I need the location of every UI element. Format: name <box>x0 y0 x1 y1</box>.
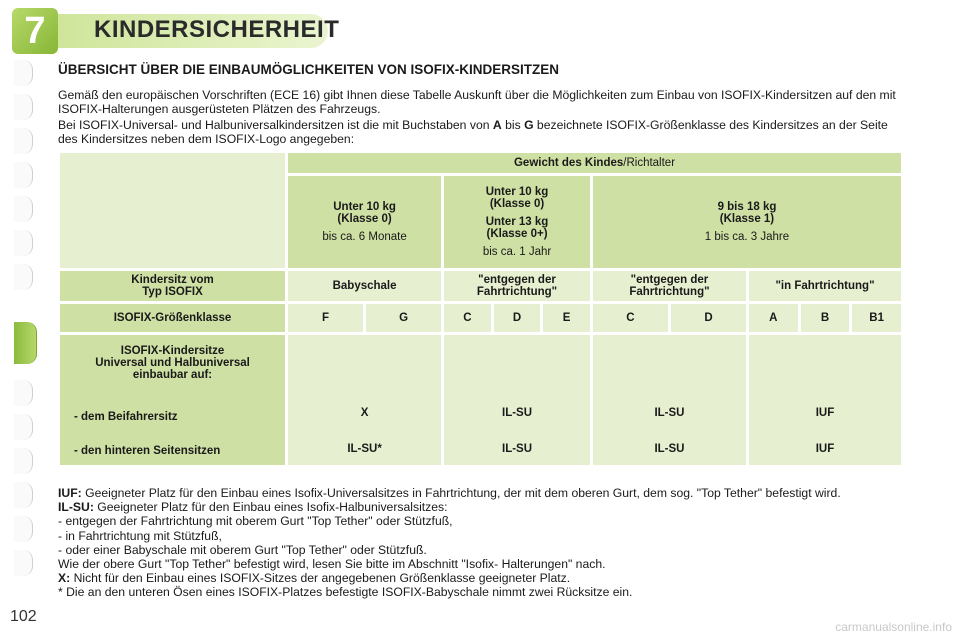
chapter-tab-active[interactable] <box>14 322 37 364</box>
type-line: "entgegen der <box>478 274 556 286</box>
weight-line: (Klasse 0) <box>489 198 545 210</box>
install-values <box>749 335 901 465</box>
para-text: Bei ISOFIX-Universal- und Halbuniversalkindersitzen ist die mit Buchstaben von <box>58 118 493 132</box>
chapter-tab[interactable] <box>14 516 33 542</box>
type-line: Fahrtrichtung" <box>476 286 558 298</box>
front-value: IUF <box>815 407 835 419</box>
intro-paragraph: Gemäß den europäischen Vorschriften (ECE 16) gibt Ihnen diese Tabelle Auskunft über die Möglichkeiten zum Einbau von ISOFIX-Kindersitzen auf den mit ISOFIX-Halterungen ausgerüsteten Plätzen des Fahrzeugs. <box>58 88 896 116</box>
weight-line: Unter 10 kg <box>485 186 549 198</box>
note-line: Wie der obere Gurt "Top Tether" befestigt wird, lesen Sie bitte im Abschnitt "Isofix- Halterungen" nach. <box>58 557 606 572</box>
label-line: einbaubar auf: <box>132 369 213 381</box>
install-values <box>593 335 746 465</box>
note-text: Geeigneter Platz für den Einbau eines Isofix-Halbuniversalsitzes: <box>93 500 448 515</box>
install-values <box>444 335 590 465</box>
weight-line: 9 bis 18 kg <box>717 201 777 213</box>
seat-type: Babyschale <box>288 271 441 301</box>
chapter-tab[interactable] <box>14 414 33 440</box>
rear-value: IL-SU <box>502 443 533 455</box>
type-line: Fahrtrichtung" <box>629 286 710 298</box>
weight-group-0 <box>288 176 441 268</box>
rear-seat-label: - den hinteren Seitensitzen <box>74 445 221 457</box>
note-text: Geeigneter Platz für den Einbau eines Isofix-Universalsitzes in Fahrtrichtung, der mit dem oberen Gurt, dem sog. "Top Tether" befestigt wird. <box>81 486 841 500</box>
size-class: G <box>366 304 441 332</box>
isofix-table <box>57 150 904 468</box>
size-class: D <box>494 304 541 332</box>
chapter-tab[interactable] <box>14 94 33 120</box>
weight-line: Unter 13 kg <box>485 216 549 228</box>
label-line: Universal und Halbuniversal <box>95 357 250 369</box>
para-bold: G <box>524 118 534 132</box>
size-class: C <box>593 304 668 332</box>
chapter-tab[interactable] <box>14 60 33 86</box>
size-class: C <box>444 304 491 332</box>
note-line: - entgegen der Fahrtrichtung mit oberem Gurt "Top Tether" oder Stützfuß, <box>58 514 453 529</box>
para-bold: A <box>492 118 502 132</box>
rear-value: IL-SU* <box>347 443 382 455</box>
type-line: "entgegen der <box>630 274 709 286</box>
seat-type <box>593 271 746 301</box>
chapter-tab[interactable] <box>14 162 33 188</box>
note-text: Nicht für den Einbau eines ISOFIX-Sitzes der angegebenen Größenklasse geeigneter Platz. <box>70 571 571 586</box>
weight-group-1 <box>593 176 901 268</box>
weight-header-bold: Gewicht des Kindes <box>513 157 624 169</box>
chapter-tab[interactable] <box>14 196 33 222</box>
note-line: - in Fahrtrichtung mit Stützfuß, <box>58 528 222 543</box>
page-title: KINDERSICHERHEIT <box>94 16 340 43</box>
weight-line: (Klasse 0) <box>337 213 392 225</box>
seat-type <box>444 271 590 301</box>
front-seat-label: - dem Beifahrersitz <box>74 411 178 423</box>
chapter-number: 7 <box>12 8 58 54</box>
note-key: X: <box>58 571 71 586</box>
weight-line: (Klasse 0+) <box>486 228 548 240</box>
chapter-tab[interactable] <box>14 482 33 508</box>
chapter-tab[interactable] <box>14 128 33 154</box>
seat-type: "in Fahrtrichtung" <box>749 271 901 301</box>
table-corner <box>60 153 285 268</box>
label-line: ISOFIX-Kindersitze <box>120 345 225 357</box>
rear-value: IUF <box>815 443 835 455</box>
para-text: bis <box>501 118 525 132</box>
seat-type-label <box>60 271 285 301</box>
chapter-tab[interactable] <box>14 448 33 474</box>
page-number: 102 <box>10 608 37 625</box>
size-class: E <box>543 304 590 332</box>
note-key: IUF: <box>58 486 82 500</box>
legend-notes <box>58 486 908 600</box>
note-line: - oder einer Babyschale mit oberem Gurt "Top Tether" oder Stützfuß. <box>58 542 427 557</box>
front-value: X <box>360 407 369 419</box>
age-line: bis ca. 1 Jahr <box>482 246 552 258</box>
chapter-tab[interactable] <box>14 264 33 290</box>
label-line: Kindersitz vom <box>131 274 214 286</box>
age-line: 1 bis ca. 3 Jahre <box>704 231 790 243</box>
section-heading: ÜBERSICHT ÜBER DIE EINBAUMÖGLICHKEITEN VON ISOFIX-KINDERSITZEN <box>58 62 560 77</box>
chapter-tab[interactable] <box>14 550 33 576</box>
weight-header <box>288 153 901 173</box>
note-x <box>58 571 908 585</box>
note-iuf <box>58 486 908 500</box>
rear-value: IL-SU <box>654 443 685 455</box>
install-values <box>288 335 441 465</box>
chapter-tab[interactable] <box>14 230 33 256</box>
age-line: bis ca. 6 Monate <box>322 231 407 243</box>
weight-line: Unter 10 kg <box>333 201 396 213</box>
label-line: Typ ISOFIX <box>142 286 203 298</box>
para-text: bezeichnete ISOFIX-Größenklasse des Kindersitzes an der Seite des Kindersitzes neben dem ISOFIX-Logo angegeben: <box>58 118 888 146</box>
note-footnote: * Die an den unteren Ösen eines ISOFIX-Platzes befestigte ISOFIX-Babyschale nimmt zwei Rücksitze ein. <box>58 585 633 600</box>
weight-header-rest: /Richtalter <box>623 157 676 169</box>
size-class: D <box>671 304 746 332</box>
install-positions <box>60 335 285 465</box>
size-class: B1 <box>852 304 901 332</box>
front-value: IL-SU <box>654 407 685 419</box>
size-class-paragraph <box>58 118 904 146</box>
size-class: F <box>288 304 363 332</box>
size-class: A <box>749 304 798 332</box>
weight-group-0plus <box>444 176 590 268</box>
front-value: IL-SU <box>502 407 533 419</box>
watermark: carmanualsonline.info <box>835 620 952 634</box>
chapter-tab[interactable] <box>14 380 33 406</box>
note-key: IL-SU: <box>58 500 94 515</box>
size-class-label: ISOFIX-Größenklasse <box>60 304 285 332</box>
size-class: B <box>801 304 850 332</box>
weight-line: (Klasse 1) <box>719 213 775 225</box>
note-ilsu <box>58 500 908 514</box>
chapter-sidebar <box>0 0 46 640</box>
